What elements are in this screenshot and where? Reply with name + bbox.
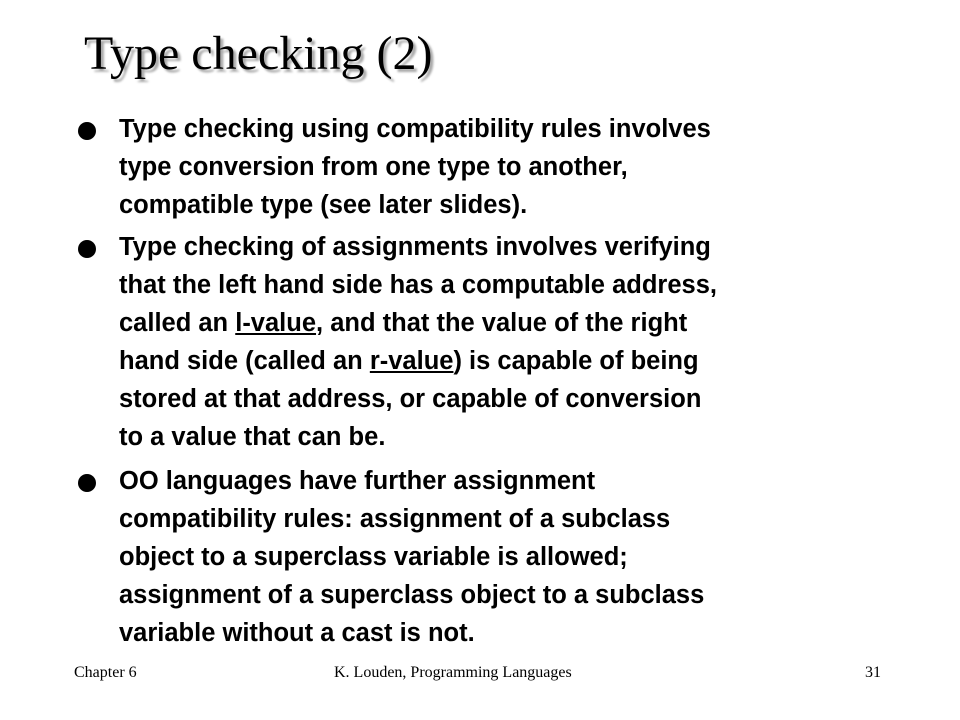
slide-title: Type checking (2) [84, 27, 433, 80]
footer-source: K. Louden, Programming Languages [334, 664, 572, 681]
text-line: compatible type (see later slides). [119, 191, 528, 219]
text-line [119, 342, 879, 380]
bullet-dot-icon [78, 474, 96, 492]
text-line: Type checking using compatibility rules involves [119, 115, 711, 143]
bullet-text [119, 228, 879, 456]
text-segment: , and that the value of the right [316, 309, 688, 337]
l-value-term: l-value [235, 309, 317, 337]
text-line: compatibility rules: assignment of a subclass [119, 505, 671, 533]
r-value-term: r-value [369, 347, 454, 375]
text-line: assignment of a superclass object to a subclass [119, 581, 705, 609]
text-line: variable without a cast is not. [119, 619, 475, 647]
bullet-dot-icon [78, 240, 96, 258]
text-segment: hand side (called an [119, 347, 370, 375]
text-line: type conversion from one type to another, [119, 153, 628, 181]
footer-chapter: Chapter 6 [74, 664, 137, 681]
text-segment: ) is capable of being [453, 347, 699, 375]
bullet-text [119, 110, 879, 224]
text-line: OO languages have further assignment [119, 467, 596, 495]
text-line [119, 304, 879, 342]
text-line: object to a superclass variable is allowed; [119, 543, 628, 571]
text-line: Type checking of assignments involves verifying [119, 233, 711, 261]
text-line: that the left hand side has a computable address, [119, 271, 717, 299]
text-segment: called an [119, 309, 236, 337]
footer-page-number: 31 [865, 664, 881, 681]
bullet-text [119, 462, 879, 652]
bullet-dot-icon [78, 122, 96, 140]
text-line: stored at that address, or capable of conversion [119, 385, 702, 413]
text-line: to a value that can be. [119, 423, 386, 451]
